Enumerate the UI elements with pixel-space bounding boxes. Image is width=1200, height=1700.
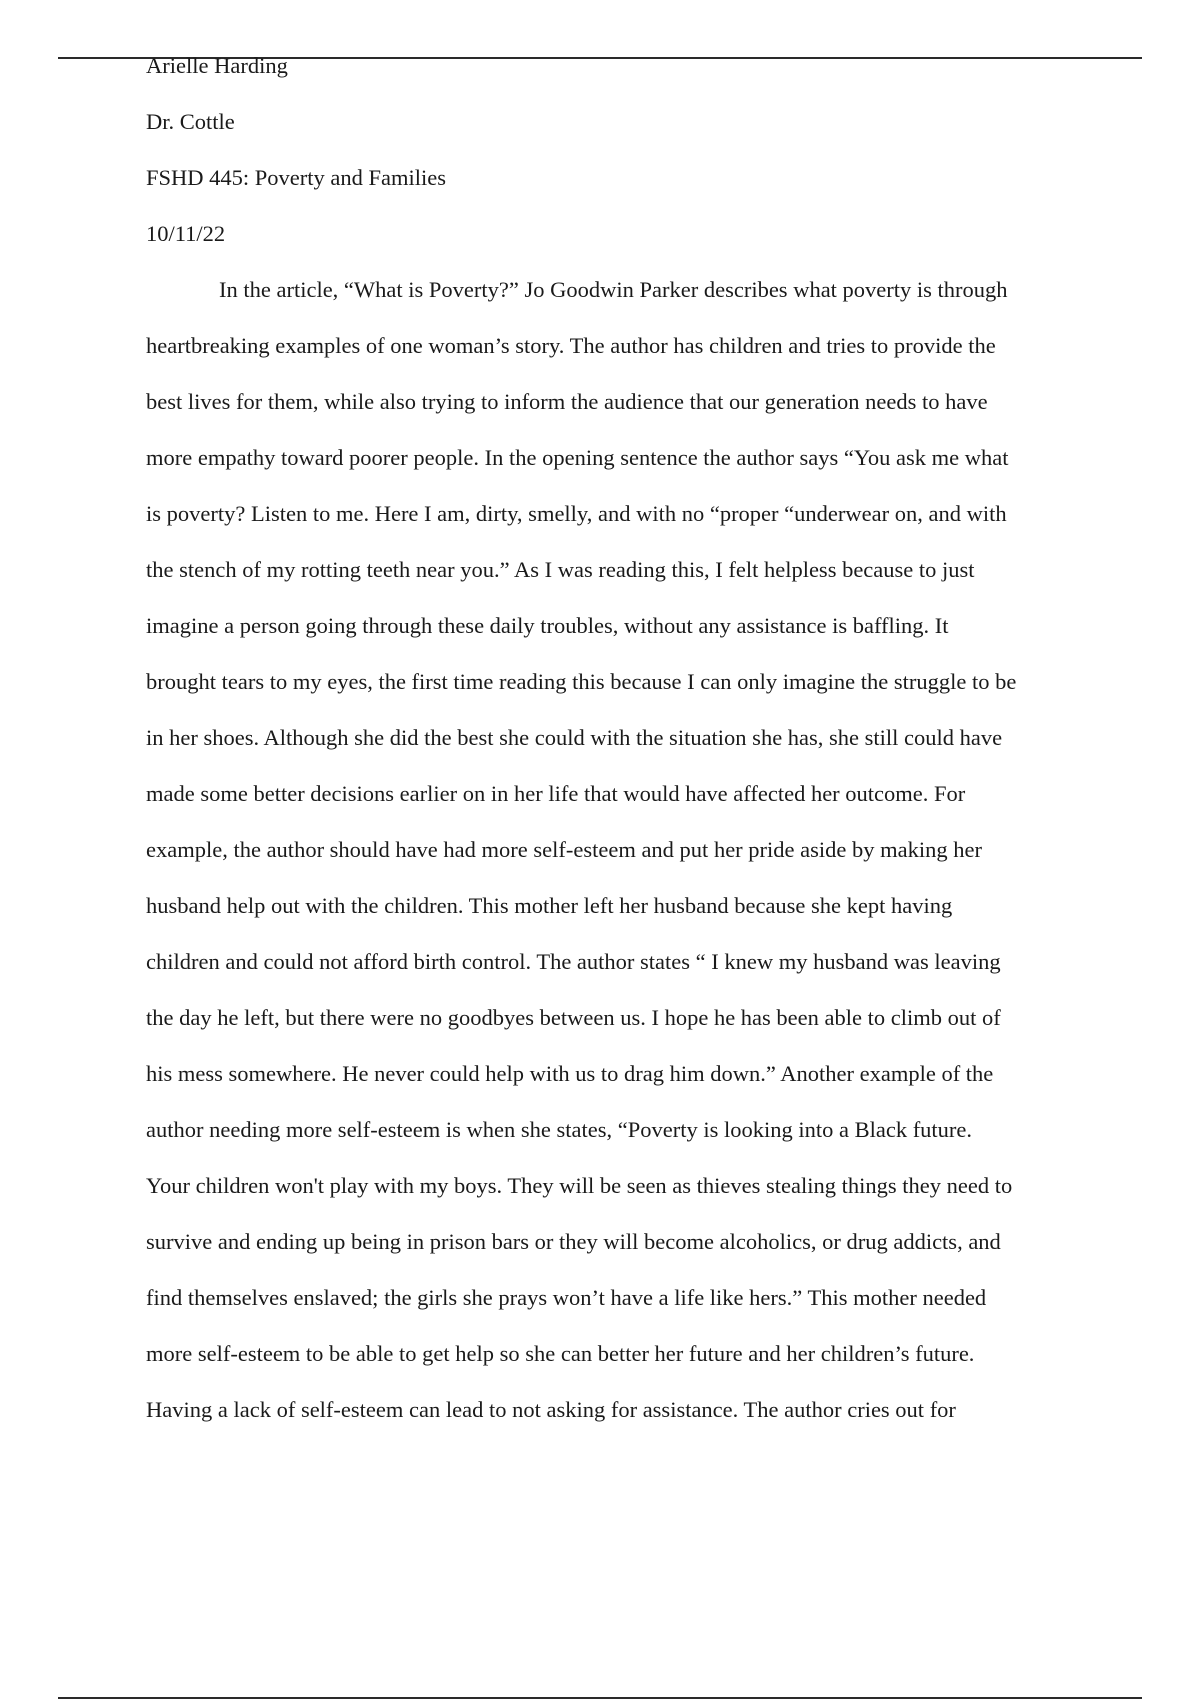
paragraph-line: heartbreaking examples of one woman’s story. The author has children and tries to provide the bbox=[146, 333, 996, 358]
page-bottom-rule bbox=[58, 1697, 1142, 1699]
paragraph-line: made some better decisions earlier on in her life that would have affected her outcome. For bbox=[146, 781, 966, 806]
paragraph-line: best lives for them, while also trying to inform the audience that our generation needs to have bbox=[146, 389, 988, 414]
paragraph-line: more self-esteem to be able to get help so she can better her future and her children’s future. bbox=[146, 1341, 975, 1366]
paragraph-line: author needing more self-esteem is when she states, “Poverty is looking into a Black future. bbox=[146, 1117, 973, 1142]
paragraph-line: brought tears to my eyes, the first time reading this because I can only imagine the struggle to be bbox=[146, 669, 1017, 694]
essay-date: 10/11/22 bbox=[146, 221, 226, 246]
paragraph-line: In the article, “What is Poverty?” Jo Goodwin Parker describes what poverty is through bbox=[219, 277, 1008, 302]
paragraph-line: husband help out with the children. This mother left her husband because she kept having bbox=[146, 893, 953, 918]
paragraph-line: find themselves enslaved; the girls she prays won’t have a life like hers.” This mother needed bbox=[146, 1285, 987, 1310]
paragraph-line: children and could not afford birth control. The author states “ I knew my husband was leaving bbox=[146, 949, 1001, 974]
instructor-name: Dr. Cottle bbox=[146, 109, 235, 134]
student-name: Arielle Harding bbox=[146, 53, 288, 78]
paragraph-line: the stench of my rotting teeth near you.” As I was reading this, I felt helpless because to just bbox=[146, 557, 975, 582]
paragraph-line: Your children won't play with my boys. They will be seen as thieves stealing things they need to bbox=[146, 1173, 1013, 1198]
essay-content bbox=[146, 38, 1086, 1438]
paragraph-line: imagine a person going through these daily troubles, without any assistance is baffling. It bbox=[146, 613, 949, 638]
paragraph-line: in her shoes. Although she did the best she could with the situation she has, she still could have bbox=[146, 725, 1003, 750]
paragraph-line: Having a lack of self-esteem can lead to not asking for assistance. The author cries out for bbox=[146, 1397, 956, 1422]
course-title: FSHD 445: Poverty and Families bbox=[146, 165, 447, 190]
paragraph-line: example, the author should have had more self-esteem and put her pride aside by making her bbox=[146, 837, 982, 862]
essay-paragraph bbox=[146, 262, 1086, 1438]
paragraph-line: the day he left, but there were no goodbyes between us. I hope he has been able to climb out of bbox=[146, 1005, 1001, 1030]
paragraph-line: more empathy toward poorer people. In the opening sentence the author says “You ask me what bbox=[146, 445, 1009, 470]
paragraph-line: survive and ending up being in prison bars or they will become alcoholics, or drug addicts, and bbox=[146, 1229, 1001, 1254]
paragraph-line: is poverty? Listen to me. Here I am, dirty, smelly, and with no “proper “underwear on, and with bbox=[146, 501, 1007, 526]
paragraph-line: his mess somewhere. He never could help with us to drag him down.” Another example of the bbox=[146, 1061, 994, 1086]
